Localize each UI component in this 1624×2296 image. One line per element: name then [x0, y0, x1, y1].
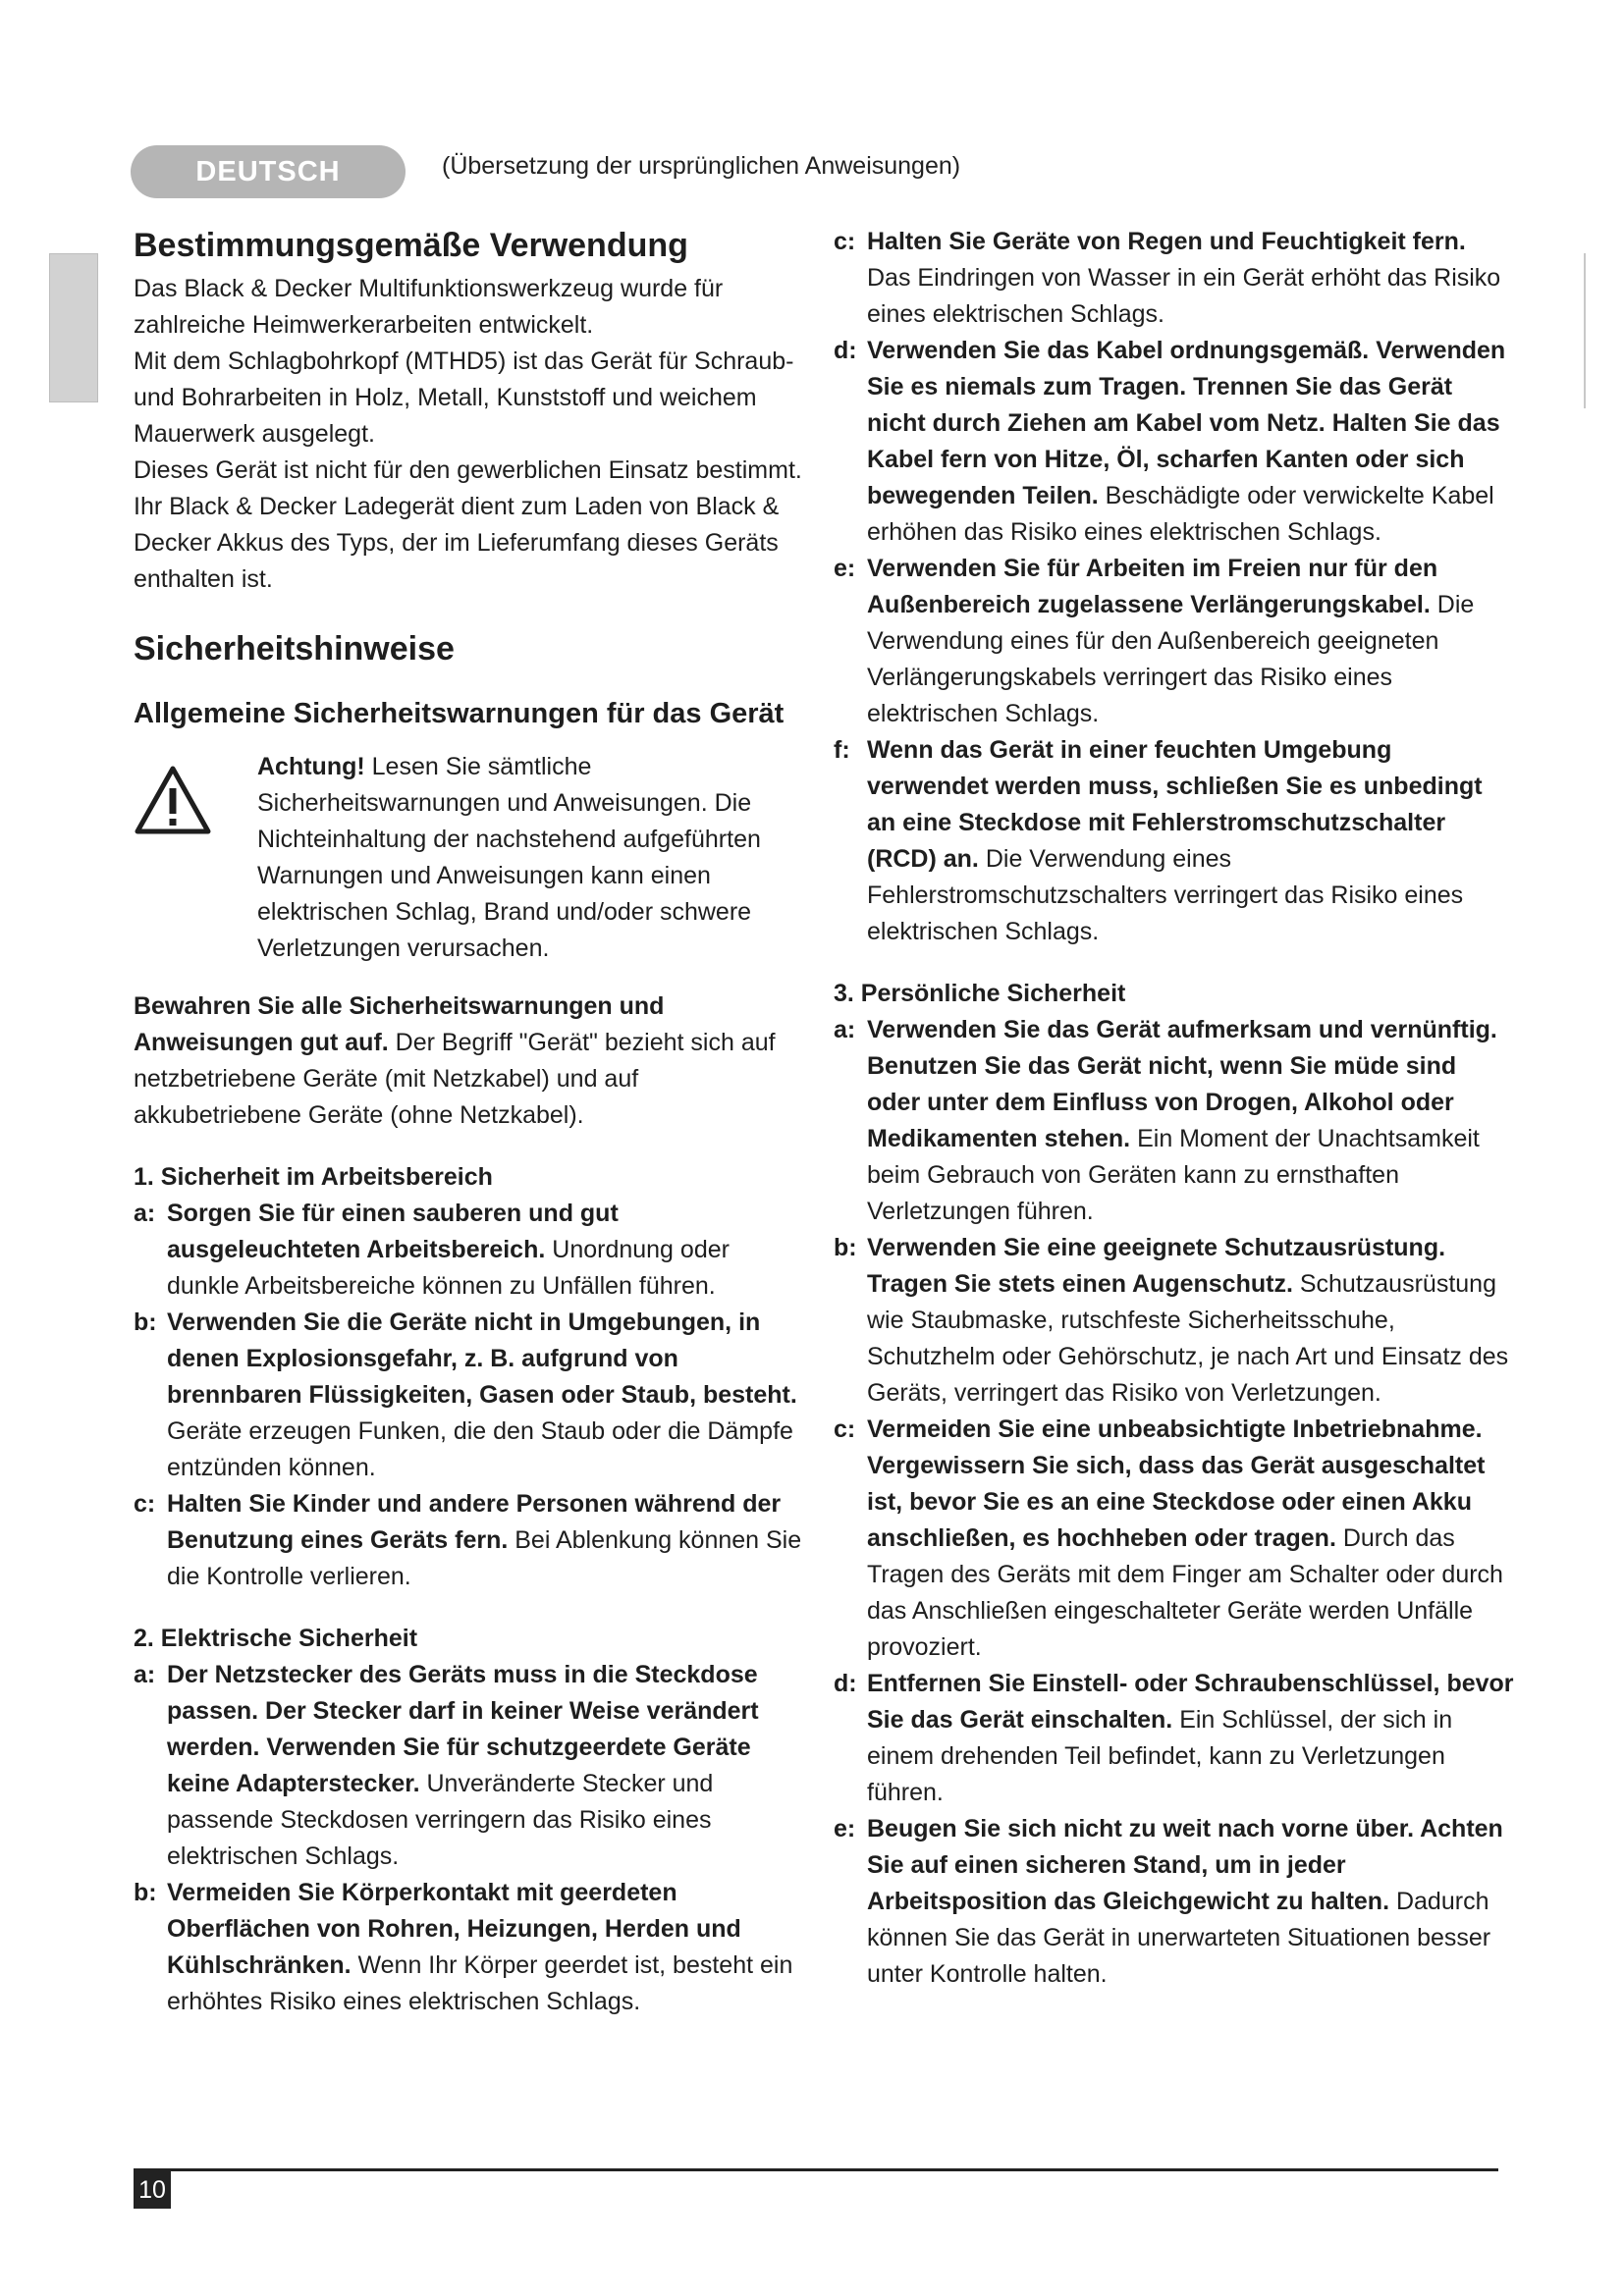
- list-item: [834, 1666, 1516, 1811]
- translation-note: (Übersetzung der ursprünglichen Anweisungen): [442, 152, 961, 180]
- keep-instructions-text: Der Begriff "Gerät" bezieht sich auf netzbetriebene Geräte (mit Netzkabel) und auf akkubetriebene Geräte (ohne Netzkabel).: [134, 1029, 776, 1129]
- item-bold: Verwenden Sie die Geräte nicht in Umgebungen, in denen Explosionsgefahr, z. B. aufgrund von brennbaren Flüssigkeiten, Gasen oder Staub, besteht.: [167, 1308, 797, 1409]
- warning-text: [257, 749, 806, 967]
- intro-paragraph-2: Mit dem Schlagbohrkopf (MTHD5) ist das Gerät für Schraub- und Bohrarbeiten in Holz, Metall, Kunststoff und weichem Mauerwerk ausgelegt.: [134, 347, 794, 448]
- item-label: c:: [834, 1415, 856, 1443]
- right-column: [834, 224, 1516, 1993]
- item-label: f:: [834, 736, 850, 764]
- item-label: c:: [134, 1490, 156, 1518]
- language-side-tab: [49, 253, 98, 402]
- footer-rule: [134, 2168, 1498, 2171]
- item-label: e:: [834, 555, 856, 582]
- list-item: [134, 1875, 806, 2020]
- item-bold: Verwenden Sie das Kabel ordnungsgemäß. Verwenden Sie es niemals zum Tragen. Trennen Sie das Gerät nicht durch Ziehen am Kabel vom Netz. Halten Sie das Kabel fern von Hitze, Öl, scharfen Kanten oder sich bewegenden Teilen.: [867, 337, 1506, 509]
- intro-paragraph-1: Das Black & Decker Multifunktionswerkzeug wurde für zahlreiche Heimwerkerarbeiten entwickelt.: [134, 275, 724, 339]
- list-item: [834, 1230, 1516, 1412]
- electrical-safety-heading: 2. Elektrische Sicherheit: [134, 1625, 418, 1652]
- item-body: Das Eindringen von Wasser in ein Gerät erhöht das Risiko eines elektrischen Schlags.: [867, 264, 1501, 328]
- item-body: Unordnung oder dunkle Arbeitsbereiche können zu Unfällen führen.: [167, 1236, 730, 1300]
- item-bold: Verwenden Sie das Gerät aufmerksam und vernünftig. Benutzen Sie das Gerät nicht, wenn Sie müde sind oder unter dem Einfluss von Drogen, Alkohol oder Medikamenten stehen.: [867, 1016, 1497, 1152]
- item-text: [167, 1875, 806, 2020]
- item-body: Wenn Ihr Körper geerdet ist, besteht ein erhöhtes Risiko eines elektrischen Schlags.: [167, 1951, 793, 2015]
- list-item: [834, 732, 1516, 950]
- warning-label: Achtung!: [257, 753, 365, 780]
- item-text: [167, 1196, 806, 1305]
- personal-safety-heading: 3. Persönliche Sicherheit: [834, 980, 1126, 1007]
- item-text: [867, 1412, 1516, 1666]
- item-text: [867, 1230, 1516, 1412]
- warning-block: [134, 749, 806, 967]
- item-bold: Der Netzstecker des Geräts muss in die Steckdose passen. Der Stecker darf in keiner Weise verändert werden. Verwenden Sie für schutzgeerdete Geräte keine Adapterstecker.: [167, 1661, 759, 1797]
- general-warnings-heading: Allgemeine Sicherheitswarnungen für das Gerät: [134, 698, 785, 729]
- item-body: Schutzausrüstung wie Staubmaske, rutschfeste Sicherheitsschuhe, Schutzhelm oder Gehörschutz, je nach Art und Einsatz des Geräts, verringert das Risiko von Verletzungen.: [867, 1270, 1509, 1407]
- item-body: Ein Moment der Unachtsamkeit beim Gebrauch von Geräten kann zu ernsthaften Verletzungen führen.: [867, 1125, 1480, 1225]
- item-bold: Verwenden Sie eine geeignete Schutzausrüstung. Tragen Sie stets einen Augenschutz.: [867, 1234, 1446, 1298]
- item-bold: Wenn das Gerät in einer feuchten Umgebung verwendet werden muss, schließen Sie es unbedingt an eine Steckdose mit Fehlerstromschutzschalter (RCD) an.: [867, 736, 1483, 873]
- list-item: [834, 551, 1516, 732]
- intended-use-heading: Bestimmungsgemäße Verwendung: [134, 227, 688, 264]
- item-text: [867, 1666, 1516, 1811]
- list-item: [834, 224, 1516, 333]
- work-area-safety-heading: 1. Sicherheit im Arbeitsbereich: [134, 1163, 493, 1191]
- item-body: Beschädigte oder verwickelte Kabel erhöhen das Risiko eines elektrischen Schlags.: [867, 482, 1494, 546]
- item-text: [867, 224, 1516, 333]
- item-body: Ein Schlüssel, der sich in einem drehenden Teil befindet, kann zu Verletzungen führen.: [867, 1706, 1453, 1806]
- item-bold: Beugen Sie sich nicht zu weit nach vorne über. Achten Sie auf einen sicheren Stand, um in jeder Arbeitsposition das Gleichgewicht zu halten.: [867, 1815, 1503, 1915]
- item-body: Durch das Tragen des Geräts mit dem Finger am Schalter oder durch das Anschließen eingeschalteter Geräte werden Unfälle provoziert.: [867, 1524, 1503, 1661]
- item-body: Unveränderte Stecker und passende Steckdosen verringern das Risiko eines elektrischen Schlags.: [167, 1770, 714, 1870]
- item-label: b:: [134, 1308, 157, 1336]
- item-body: Die Verwendung eines für den Außenbereich geeigneten Verlängerungskabels verringert das Risiko eines elektrischen Schlags.: [867, 591, 1475, 727]
- margin-rule: [1584, 253, 1586, 408]
- item-bold: Halten Sie Geräte von Regen und Feuchtigkeit fern.: [867, 228, 1466, 255]
- item-body: Die Verwendung eines Fehlerstromschutzschalters verringert das Risiko eines elektrischen Schlags.: [867, 845, 1464, 945]
- item-label: e:: [834, 1815, 856, 1842]
- left-column: [134, 224, 806, 2020]
- item-label: b:: [834, 1234, 857, 1261]
- item-label: a:: [134, 1661, 156, 1688]
- intro-paragraph-3: Dieses Gerät ist nicht für den gewerblichen Einsatz bestimmt. Ihr Black & Decker Ladegerät dient zum Laden von Black & Decker Akkus des Typs, der im Lieferumfang dieses Geräts enthalten ist.: [134, 456, 802, 593]
- item-text: [167, 1657, 806, 1875]
- item-body: Bei Ablenkung können Sie die Kontrolle verlieren.: [167, 1526, 802, 1590]
- item-text: [167, 1486, 806, 1595]
- item-bold: Halten Sie Kinder und andere Personen während der Benutzung eines Geräts fern.: [167, 1490, 782, 1554]
- list-item: [134, 1657, 806, 1875]
- warning-body: Lesen Sie sämtliche Sicherheitswarnungen und Anweisungen. Die Nichteinhaltung der nachstehend aufgeführten Warnungen und Anweisungen kann einen elektrischen Schlag, Brand und/oder schwere Verletzungen verursachen.: [257, 753, 761, 962]
- item-body: Geräte erzeugen Funken, die den Staub oder die Dämpfe entzünden können.: [167, 1417, 793, 1481]
- page-number: 10: [134, 2171, 171, 2209]
- item-text: [867, 1811, 1516, 1993]
- language-badge: DEUTSCH: [131, 145, 406, 198]
- item-label: a:: [134, 1200, 156, 1227]
- list-item: [134, 1486, 806, 1595]
- item-body: Dadurch können Sie das Gerät in unerwarteten Situationen besser unter Kontrolle halten.: [867, 1888, 1491, 1988]
- item-bold: Entfernen Sie Einstell- oder Schraubenschlüssel, bevor Sie das Gerät einschalten.: [867, 1670, 1514, 1734]
- list-item: [834, 1412, 1516, 1666]
- list-item: [834, 333, 1516, 551]
- list-item: [834, 1012, 1516, 1230]
- item-bold: Verwenden Sie für Arbeiten im Freien nur für den Außenbereich zugelassene Verlängerungskabel.: [867, 555, 1438, 618]
- list-item: [134, 1196, 806, 1305]
- item-text: [867, 333, 1516, 551]
- item-text: [867, 732, 1516, 950]
- keep-instructions: [134, 988, 806, 1134]
- list-item: [834, 1811, 1516, 1993]
- item-bold: Vermeiden Sie eine unbeabsichtigte Inbetriebnahme. Vergewissern Sie sich, dass das Gerät ausgeschaltet ist, bevor Sie es an eine Steckdose oder einen Akku anschließen, es hochheben oder tragen.: [867, 1415, 1486, 1552]
- safety-heading: Sicherheitshinweise: [134, 630, 455, 667]
- item-label: b:: [134, 1879, 157, 1906]
- item-bold: Sorgen Sie für einen sauberen und gut ausgeleuchteten Arbeitsbereich.: [167, 1200, 619, 1263]
- item-label: d:: [834, 1670, 857, 1697]
- item-text: [167, 1305, 806, 1486]
- item-text: [867, 1012, 1516, 1230]
- item-text: [867, 551, 1516, 732]
- warning-triangle-icon: [134, 749, 257, 967]
- keep-instructions-bold: Bewahren Sie alle Sicherheitswarnungen und Anweisungen gut auf.: [134, 992, 665, 1056]
- list-item: [134, 1305, 806, 1486]
- item-label: c:: [834, 228, 856, 255]
- item-label: d:: [834, 337, 857, 364]
- item-label: a:: [834, 1016, 856, 1043]
- item-bold: Vermeiden Sie Körperkontakt mit geerdeten Oberflächen von Rohren, Heizungen, Herden und Kühlschränken.: [167, 1879, 741, 1979]
